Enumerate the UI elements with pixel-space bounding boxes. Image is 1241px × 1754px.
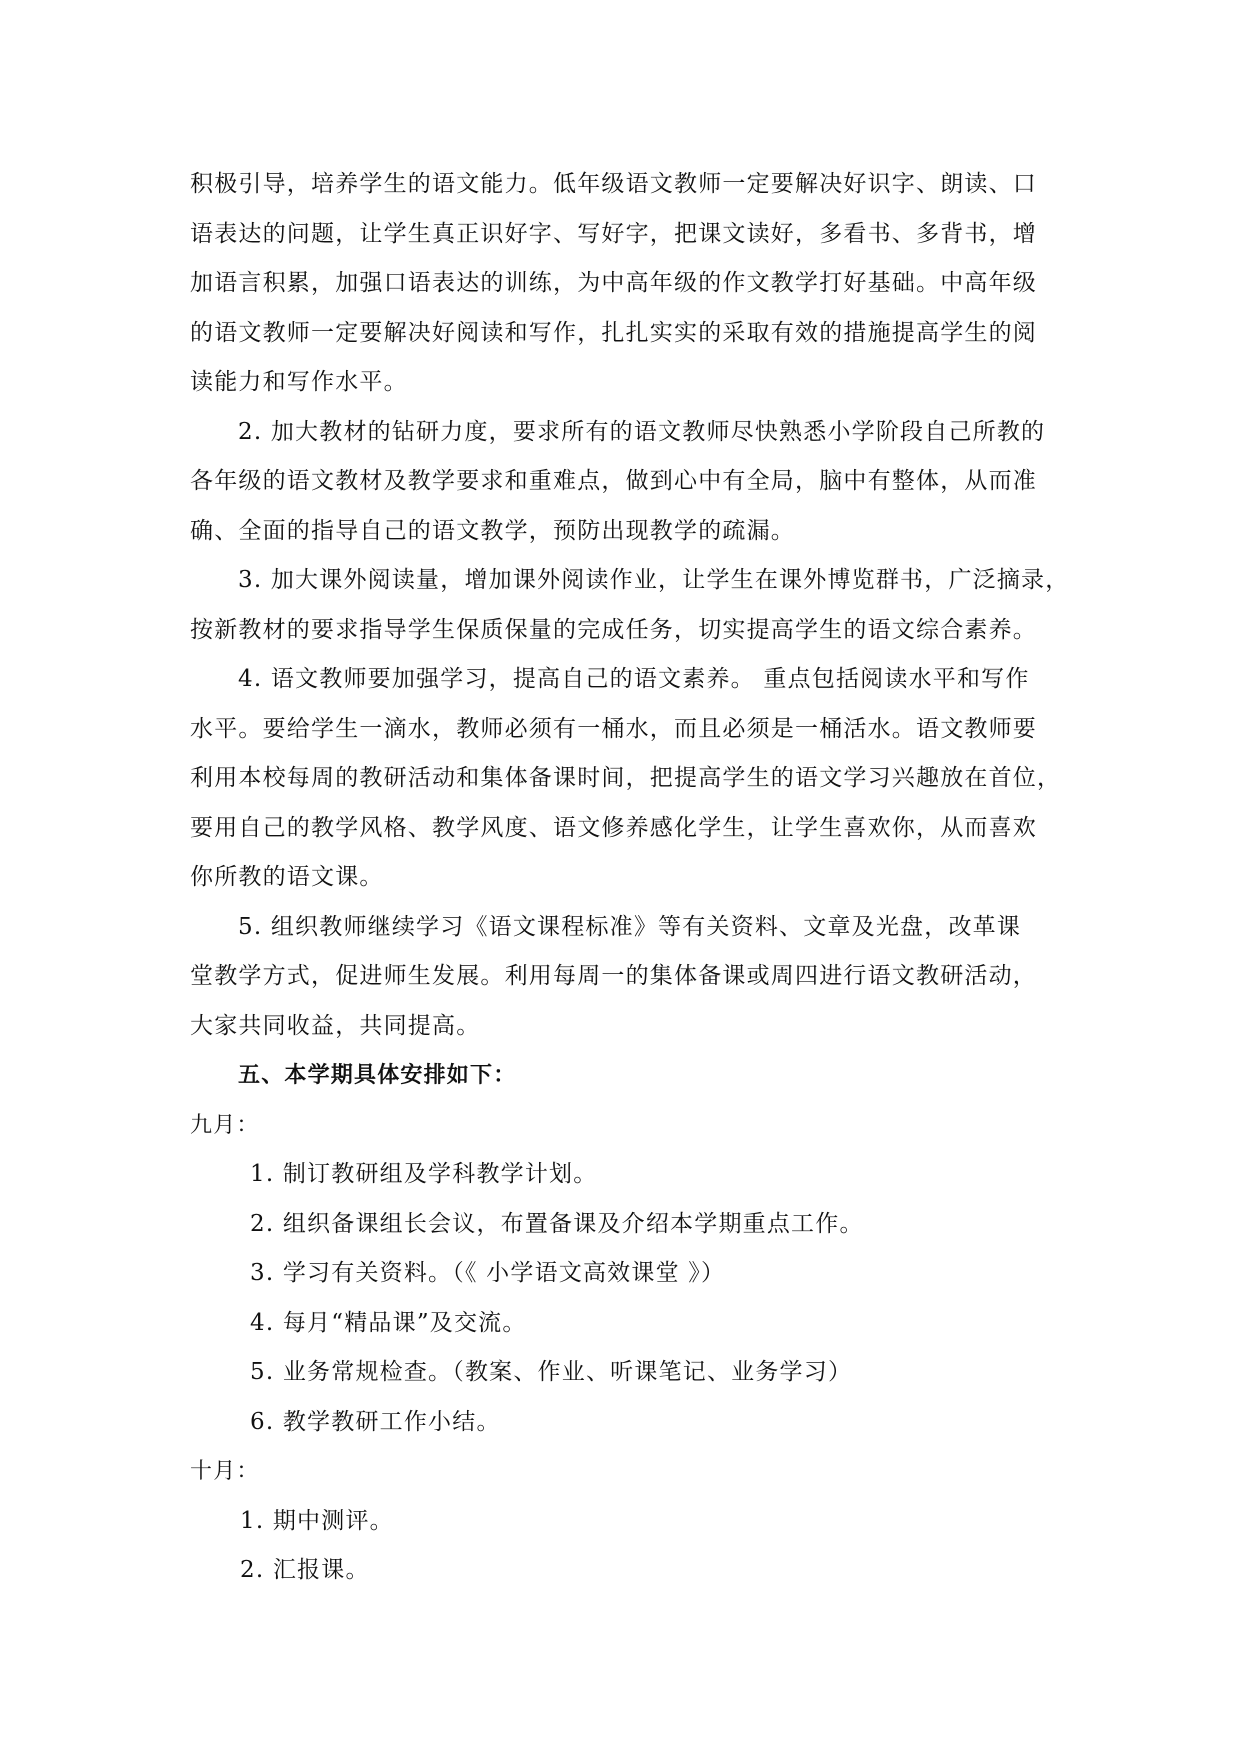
list-item: 1. 制订教研组及学科教学计划。 [250, 1161, 598, 1187]
text-line: 利用本校每周的教研活动和集体备课时间，把提高学生的语文学习兴趣放在首位， [190, 765, 1062, 791]
text-line: 5. 组织教师继续学习《语文课程标准》等有关资料、文章及光盘，改革课 [238, 913, 1022, 940]
october-schedule [190, 1447, 1060, 1596]
paragraph-item-3 [190, 556, 1070, 655]
month-label-september: 九月： [190, 1112, 260, 1138]
text-line: 堂教学方式，促进师生发展。利用每周一的集体备课或周四进行语文教研活动， [190, 963, 1037, 989]
text-line: 4. 语文教师要加强学习，提高自己的语文素养。 重点包括阅读水平和写作 [238, 666, 1030, 692]
text-line: 各年级的语文教材及教学要求和重难点，做到心中有全局，脑中有整体，从而准 [190, 468, 1037, 494]
text-line: 水平。要给学生一滴水，教师必须有一桶水，而且必须是一桶活水。语文教师要 [190, 715, 1037, 742]
list-item: 1. 期中测评。 [240, 1507, 394, 1534]
list-item: 6. 教学教研工作小结。 [250, 1408, 501, 1435]
text-line: 要用自己的教学风格、教学风度、语文修养感化学生，让学生喜欢你，从而喜欢 [190, 814, 1037, 841]
paragraph-item-4 [190, 655, 1060, 903]
list-item: 3. 学习有关资料。（《 小学语文高效课堂 》） [250, 1260, 726, 1286]
text-line: 语表达的问题，让学生真正识好字、写好字，把课文读好，多看书、多背书，增 [190, 220, 1037, 247]
list-item: 4. 每月“精品课”及交流。 [250, 1309, 527, 1336]
list-item: 2. 汇报课。 [240, 1557, 370, 1583]
text-line: 读能力和写作水平。 [190, 369, 408, 395]
document-body [190, 160, 1070, 1596]
text-line: 确、全面的指导自己的语文教学，预防出现教学的疏漏。 [190, 517, 795, 544]
list-item: 5. 业务常规检查。（教案、作业、听课笔记、业务学习） [250, 1359, 853, 1385]
text-line: 你所教的语文课。 [190, 864, 384, 890]
text-line: 3. 加大课外阅读量，增加课外阅读作业，让学生在课外博览群书，广泛摘录， [238, 567, 1070, 593]
month-label-october: 十月： [190, 1459, 260, 1484]
paragraph-item-2 [190, 408, 1060, 557]
text-line: 大家共同收益，共同提高。 [190, 1012, 481, 1039]
paragraph-item-5 [190, 903, 1060, 1052]
text-line: 2. 加大教材的钻研力度，要求所有的语文教师尽快熟悉小学阶段自己所教的 [238, 418, 1046, 445]
september-schedule [190, 1101, 1060, 1448]
list-item: 2. 组织备课组长会议，布置备课及介绍本学期重点工作。 [250, 1210, 864, 1237]
section-heading: 五、本学期具体安排如下： [238, 1063, 517, 1088]
paragraph-reading-ability [190, 160, 1060, 408]
text-line: 的语文教师一定要解决好阅读和写作，扎扎实实的采取有效的措施提高学生的阅 [190, 319, 1037, 346]
text-line: 加语言积累，加强口语表达的训练，为中高年级的作文教学打好基础。中高年级 [190, 270, 1037, 296]
text-line: 按新教材的要求指导学生保质保量的完成任务，切实提高学生的语文综合素养。 [190, 616, 1037, 643]
text-line: 积极引导，培养学生的语文能力。低年级语文教师一定要解决好识字、朗读、口 [190, 171, 1037, 197]
